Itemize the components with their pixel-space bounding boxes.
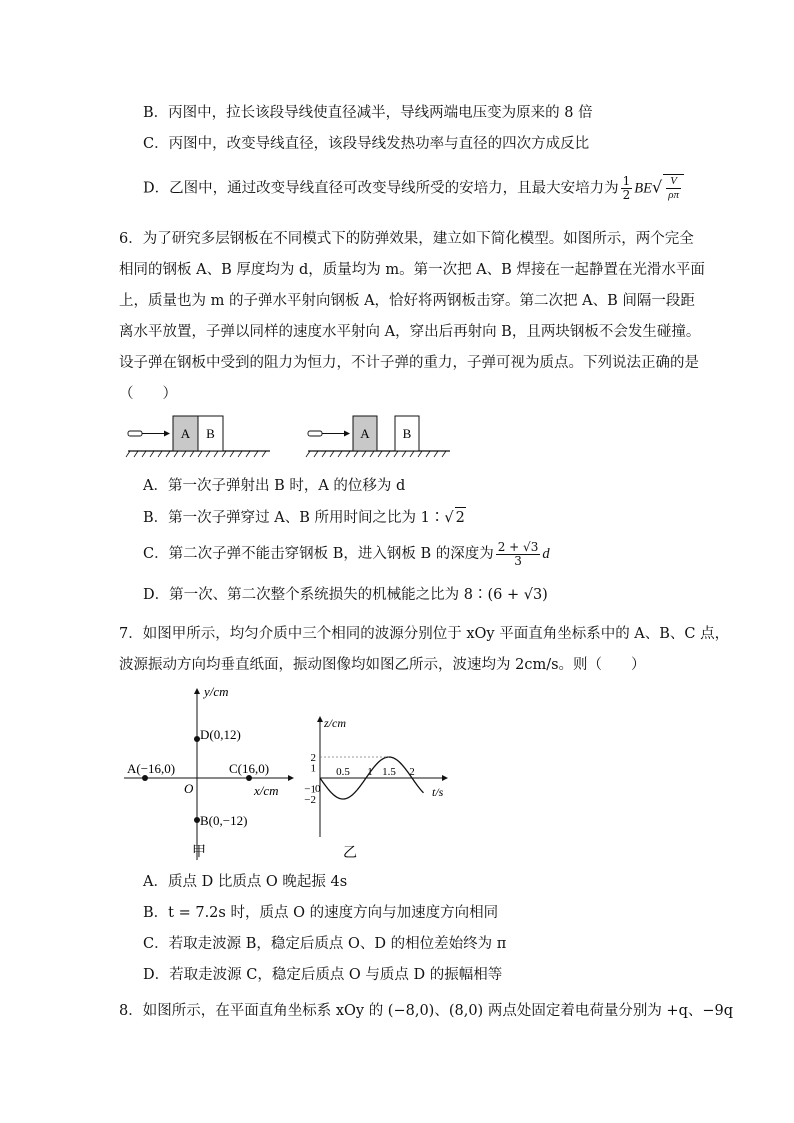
q5-option-c: C．丙图中，改变导线直径，该段导线发热功率与直径的四次方成反比 [143,136,590,152]
q6-option-c [143,539,550,569]
q7-yi-x-tick-label: 1 [367,766,373,778]
q6-option-a: A．第一次子弹射出 B 时，A 的位移为 d [143,478,406,494]
q5-option-d-coef: $\frac{1}{2}$ [622,174,631,202]
q7-yi-x-tick-label: 1.5 [382,766,396,778]
q6-answer-paren: （ ） [119,386,177,402]
q7-option-c: C．若取走波源 B，稳定后质点 O、D 的相位差始终为 π [143,936,507,952]
q7-yi-origin-label: 0 [315,783,321,795]
q7-jia-x-axis-label: x/cm [254,783,279,798]
q7-yi-t-axis-label: t/s [432,785,444,799]
q7-yi-y-tick-label: −2 [304,794,316,806]
q6-stem-4: 离水平放置，子弹以同样的速度水平射向 A，穿出后再射向 B，且两块钢板不会发生碰撞。 [119,324,701,340]
q7-yi-x-tick-label: 2 [409,766,415,778]
q6-option-d: D．第一次、第二次整个系统损失的机械能之比为 8∶(6 + √3) [143,587,548,603]
q7-option-b: B．t = 7.2s 时，质点 O 的速度方向与加速度方向相同 [143,905,499,921]
q6-plate-b-label-2: B [402,426,412,441]
q6-option-c-var: d [542,546,550,562]
q6-plate-a-label-2: A [360,426,370,441]
q7-stem-1: 7．如图甲所示，均匀介质中三个相同的波源分别位于 xOy 平面直角坐标系中的 A、B、C 点， [119,626,730,642]
q7-yi-z-axis-label: z/cm [324,716,346,730]
q6-option-c-text: C．第二次子弹不能击穿钢板 B，进入钢板 B 的深度为 [143,546,494,562]
q7-option-a: A．质点 D 比质点 O 晚起振 4s [143,874,348,890]
q7-point-b-label: B(0,−12) [200,813,248,828]
q6-bullet-1 [128,431,142,436]
q5-option-d-text: D．乙图中，通过改变导线直径可改变导线所受的安培力，且最大安培力为 [143,180,619,197]
q8-stem-1: 8．如图所示，在平面直角坐标系 xOy 的 (−8,0)、(8,0) 两点处固定着电荷量分别为 +q、−9q [119,1003,734,1019]
q6-stem-3: 上，质量也为 m 的子弹水平射向钢板 A，恰好将两钢板击穿。第二次把 A、B 间隔一段距 [119,293,695,309]
q7-point-a-label: A(−16,0) [127,761,176,776]
q7-point-c-label: C(16,0) [229,761,270,776]
q7-yi-y-tick-label: 1 [310,762,316,775]
q5-option-d-be: BE [634,180,652,197]
q7-figure-yi [304,712,454,864]
q7-jia-y-axis-label: y/cm [204,684,229,699]
q7-yi-caption: 乙 [343,846,357,861]
q7-yi-y-tick-label: 2 [310,752,316,764]
q6-option-c-fraction: $\frac{2 + √3}{3}$ [497,539,539,568]
q6-scene-separated [306,416,450,457]
q7-figure-jia [118,682,298,864]
q7-yi-y-tick-label: −1 [304,783,316,796]
q6-option-b: B．第一次子弹穿过 A、B 所用时间之比为 1∶√ 2 [143,507,466,528]
q6-bullet-2 [308,431,322,436]
q7-jia-origin-label: O [184,781,194,796]
q5-option-d: D．乙图中，通过改变导线直径可改变导线所受的安培力，且最大安培力为 $\frac{1}{2}$ BE√ $\frac{V}{\rho\pi}$ [143,174,684,202]
q6-stem-2: 相同的钢板 A、B 厚度均为 d，质量均为 m。第一次把 A、B 焊接在一起静置在光滑水平面 [119,262,705,278]
q7-jia-caption: 甲 [192,845,206,860]
q7-stem-2: 波源振动方向均垂直纸面，振动图像均如图乙所示，波速均为 2cm/s。则（ ） [119,657,646,673]
q6-plate-b-label-1: B [206,426,215,441]
q6-scene-welded [126,416,270,457]
q6-figure [120,410,460,460]
q5-option-b: B．丙图中，拉长该段导线使直径减半，导线两端电压变为原来的 8 倍 [143,105,593,121]
q7-option-d: D．若取走波源 C，稳定后质点 O 与质点 D 的振幅相等 [143,967,503,983]
q6-plate-a-label-1: A [180,426,191,441]
q5-option-d-sqrt: $\frac{V}{\rho\pi}$ [663,174,684,202]
q6-stem-1: 6．为了研究多层钢板在不同模式下的防弹效果，建立如下简化模型。如图所示，两个完全 [119,231,694,247]
q7-point-d-label: D(0,12) [200,727,241,742]
q7-yi-x-tick-label: 0.5 [336,766,350,778]
q6-stem-5: 设子弹在钢板中受到的阻力为恒力，不计子弹的重力，子弹可视为质点。下列说法正确的是 [119,355,699,371]
